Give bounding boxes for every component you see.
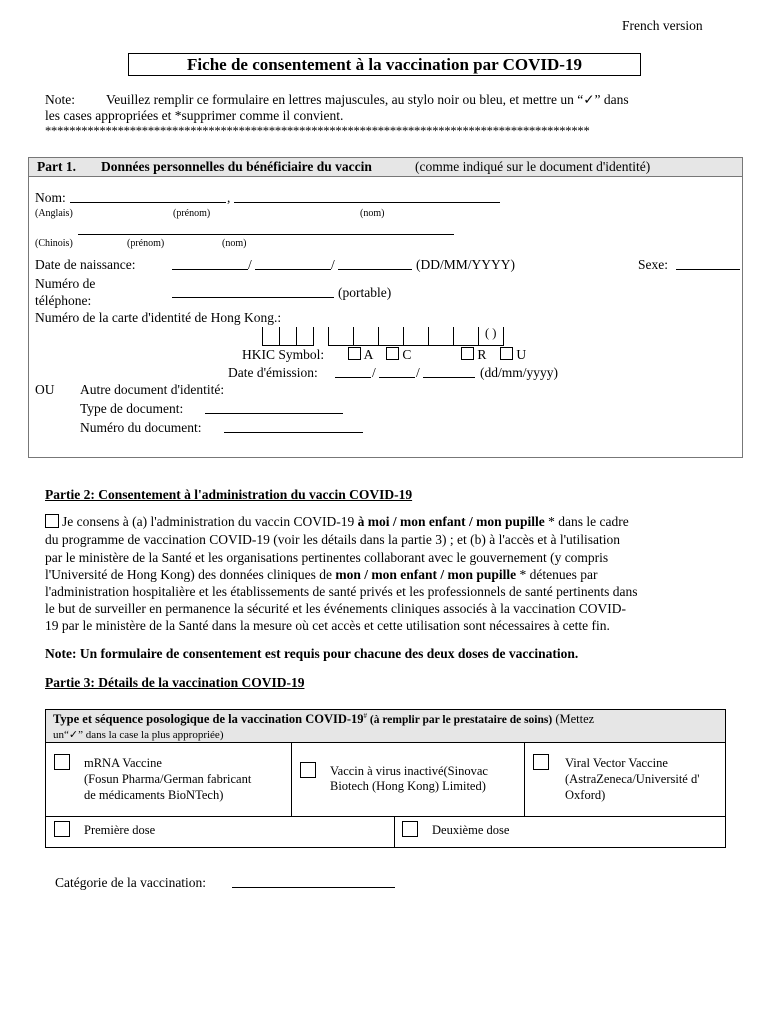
dob-slash-2: / bbox=[331, 257, 335, 272]
consent-checkbox[interactable] bbox=[45, 514, 59, 531]
part2-line2: du programme de vaccination COVID-19 (voir les détails dans la partie 3) ; et (b) à l'accès et à l'utilisation bbox=[45, 532, 621, 547]
hkid-label: Numéro de la carte d'identité de Hong Kong.: bbox=[35, 310, 282, 325]
nom-sub: (nom) bbox=[360, 208, 385, 219]
part2-line4 bbox=[45, 567, 598, 583]
viral-l2: (AstraZeneca/Université d' bbox=[565, 772, 700, 786]
num-doc-field[interactable] bbox=[224, 420, 363, 433]
dob-month-field[interactable] bbox=[255, 257, 331, 270]
nom-comma: , bbox=[227, 190, 231, 205]
hkic-opt-c[interactable] bbox=[386, 347, 411, 363]
viral-vector-checkbox[interactable] bbox=[533, 754, 549, 770]
part1-subtitle: (comme indiqué sur le document d'identité) bbox=[415, 159, 651, 174]
emission-day-field[interactable] bbox=[335, 365, 371, 378]
hkic-opt-r[interactable] bbox=[461, 347, 486, 363]
table-head-line1 bbox=[53, 712, 594, 727]
note-line2: les cases appropriées et *supprimer comme il convient. bbox=[45, 108, 344, 123]
part2-line1 bbox=[62, 514, 629, 530]
part2-line7: 19 par le ministère de la Santé dans la mesure où cet accès et cette utilisation sont nécessaires à cette fin. bbox=[45, 618, 610, 633]
mrna-l1: mRNA Vaccine bbox=[84, 756, 162, 770]
part2-line1-a: Je consens à (a) l'administration du vaccin COVID-19 bbox=[62, 514, 358, 529]
category-field[interactable] bbox=[232, 875, 395, 888]
dob-label: Date de naissance: bbox=[35, 257, 136, 272]
opt-u-label: U bbox=[516, 347, 527, 362]
hkic-opt-u[interactable] bbox=[500, 347, 526, 363]
mrna-checkbox[interactable] bbox=[54, 754, 70, 770]
prenom-sub: (prénom) bbox=[173, 208, 211, 219]
part2-heading: Partie 2: Consentement à l'administration du vaccin COVID-19 bbox=[45, 487, 413, 502]
emission-slash-2: / bbox=[416, 365, 420, 380]
sexe-field[interactable] bbox=[676, 257, 740, 270]
dob-slash-1: / bbox=[248, 257, 252, 272]
mrna-l3: de médicaments BioNTech) bbox=[84, 788, 224, 802]
inactivated-checkbox[interactable] bbox=[300, 762, 316, 778]
category-label: Catégorie de la vaccination: bbox=[55, 875, 207, 890]
part2-line1-bold: à moi / mon enfant / mon pupille bbox=[357, 514, 545, 529]
autre-doc-label: Autre document d'identité: bbox=[80, 382, 225, 397]
part2-note: Note: Un formulaire de consentement est requis pour chacune des deux doses de vaccination. bbox=[45, 646, 579, 661]
emission-slash-1: / bbox=[372, 365, 376, 380]
second-dose-checkbox[interactable] bbox=[402, 821, 418, 837]
part1-title: Données personnelles du bénéficiaire du vaccin bbox=[101, 159, 372, 174]
part2-line3: par le ministère de la Santé et les organisations pertinentes collaborant avec le gouvernement (y compris bbox=[45, 550, 609, 565]
emission-month-field[interactable] bbox=[379, 365, 415, 378]
checkbox-icon[interactable] bbox=[386, 347, 399, 360]
english-firstname-field[interactable] bbox=[70, 190, 226, 203]
first-dose-label: Première dose bbox=[84, 823, 156, 837]
chinese-name-field[interactable] bbox=[78, 222, 454, 235]
hkid-check-digit[interactable]: ( ) bbox=[485, 326, 497, 340]
vaccination-table bbox=[45, 709, 726, 848]
part3-heading: Partie 3: Détails de la vaccination COVID-19 bbox=[45, 675, 305, 690]
table-header bbox=[46, 710, 725, 743]
emission-format: (dd/mm/yyyy) bbox=[480, 365, 558, 380]
first-dose-checkbox[interactable] bbox=[54, 821, 70, 837]
page-title: Fiche de consentement à la vaccination par COVID-19 bbox=[128, 53, 641, 76]
checkbox-icon[interactable] bbox=[45, 514, 59, 528]
chinois-label: (Chinois) bbox=[35, 238, 73, 249]
hkic-symbol-label: HKIC Symbol: bbox=[242, 347, 325, 362]
part2-line4-a: l'Université de Hong Kong) des données cliniques de bbox=[45, 567, 336, 582]
viral-l3: Oxford) bbox=[565, 788, 606, 802]
inactivated-l2: Biotech (Hong Kong) Limited) bbox=[330, 779, 486, 793]
table-head-line2: un“✓” dans la case la plus appropriée) bbox=[53, 729, 224, 741]
note-label: Note: bbox=[45, 92, 75, 107]
anglais-label: (Anglais) bbox=[35, 208, 73, 219]
dob-year-field[interactable] bbox=[338, 257, 412, 270]
part2-line4-b: * détenues par bbox=[516, 567, 598, 582]
phone-label-1: Numéro de bbox=[35, 276, 96, 291]
dob-format: (DD/MM/YYYY) bbox=[416, 257, 515, 272]
phone-field[interactable] bbox=[172, 285, 334, 298]
inactivated-l1: Vaccin à virus inactivé(Sinovac bbox=[330, 764, 488, 778]
prenom-sub-chinese: (prénom) bbox=[127, 238, 165, 249]
dob-day-field[interactable] bbox=[172, 257, 248, 270]
opt-r-label: R bbox=[477, 347, 487, 362]
table-head-sup: # bbox=[363, 712, 368, 720]
part1-label: Part 1. bbox=[37, 159, 76, 174]
note-line1: Veuillez remplir ce formulaire en lettres majuscules, au stylo noir ou bleu, et mettre un “✓” dans bbox=[106, 92, 629, 107]
emission-year-field[interactable] bbox=[423, 365, 475, 378]
part2-line6: le but de surveiller en permanence la sécurité et les événements cliniques associés à la vaccination COVID- bbox=[45, 601, 627, 616]
checkbox-icon[interactable] bbox=[348, 347, 361, 360]
emission-label: Date d'émission: bbox=[228, 365, 318, 380]
viral-l1: Viral Vector Vaccine bbox=[565, 756, 668, 770]
english-lastname-field[interactable] bbox=[234, 190, 500, 203]
part2-line4-bold: mon / mon enfant / mon pupille bbox=[335, 567, 517, 582]
checkbox-icon[interactable] bbox=[461, 347, 474, 360]
table-head-bold2: (à remplir par le prestataire de soins) bbox=[367, 714, 553, 727]
type-doc-label: Type de document: bbox=[80, 401, 184, 416]
portable-label: (portable) bbox=[338, 285, 392, 300]
sexe-label: Sexe: bbox=[638, 257, 668, 272]
num-doc-label: Numéro du document: bbox=[80, 420, 202, 435]
table-head-tail: (Mettez bbox=[552, 712, 595, 727]
opt-a-label: A bbox=[363, 347, 374, 362]
ou-label: OU bbox=[35, 382, 55, 397]
part2-line5: l'administration hospitalière et les établissements de santé privés et les professionnels de santé pertinents dans bbox=[45, 584, 638, 599]
hkid-boxes[interactable] bbox=[262, 327, 504, 346]
phone-label-2: téléphone: bbox=[35, 293, 92, 308]
opt-c-label: C bbox=[402, 347, 412, 362]
second-dose-label: Deuxième dose bbox=[432, 823, 510, 837]
hkic-opt-a[interactable] bbox=[348, 347, 373, 363]
type-doc-field[interactable] bbox=[205, 401, 343, 414]
part1-header bbox=[29, 158, 742, 177]
table-head-bold: Type et séquence posologique de la vaccination COVID-19 bbox=[53, 712, 364, 727]
version-label: French version bbox=[622, 18, 703, 33]
nom-sub-chinese: (nom) bbox=[222, 238, 247, 249]
checkbox-icon[interactable] bbox=[500, 347, 513, 360]
mrna-l2: (Fosun Pharma/German fabricant bbox=[84, 772, 252, 786]
note-separator: ****************************************************************************************** bbox=[45, 124, 590, 138]
part2-line1-b: * dans le cadre bbox=[544, 514, 629, 529]
nom-label: Nom: bbox=[35, 190, 66, 205]
